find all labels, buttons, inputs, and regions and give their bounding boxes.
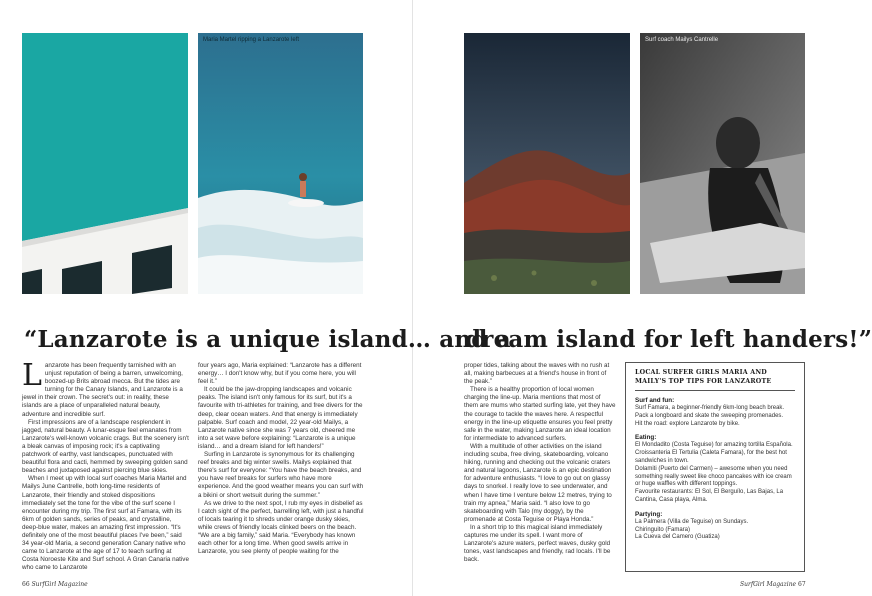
article-column-2 [198,362,364,575]
paragraph: As we drive to the next spot, I rub my eyes in disbelief as I catch sight of the perfect, barrelling left, with just a handful of locals tearing it to shreds under orange dusky skies, while crews of friendly locals clinked beers on the beach. “We are a big family,” said Maria. “Everybody has known each other for a long time. When good swells arrive in Lanzarote, you see plenty of people waiting for the [198,499,364,556]
article-column-3 [464,362,616,575]
page-number-right: 67 [798,581,806,588]
magazine-name-left: SurfGirl Magazine [31,581,88,588]
portrait-photo-caption: Surf coach Mailys Cantrelle [645,37,719,43]
paragraph: With a multitude of other activities on the island including scuba, free diving, skateboarding, volcano hiking, running and checking out the volcanic craters and natural lagoons, Lanzarote is an epic destination for adventure enthusiasts. “I love to go out on glassy days to snorkel. I really love to see underwater, and when I have time I venture below 12 metres, trying to train my apnea,” Maria said. “I also love to go skateboarding with Talo (my doggy), by the promenade at Costa Teguise or Playa Honda.” [464,442,612,523]
paragraph: There is a healthy proportion of local women charging the line-up. Maria mentions that most of them are mums who started surfing late, yet they have the courage to tackle the waves here. A respectful energy in the line-up etiquette ensures you feel pretty safe in the water, making Lanzarote an ideal location for intermediate to advanced surfers. [464,386,616,442]
sidebar-tip: Hit the road: explore Lanzarote by bike. [635,420,740,427]
sidebar-tip: Surf Famara, a beginner-friendly 6km-long beach break. [635,405,785,411]
coach-portrait-photo [640,33,805,294]
sidebar-heading-partying: Partying: [635,510,663,518]
tips-sidebar [625,362,805,572]
headline-left: “Lanzarote is a unique island… and a [24,326,511,353]
headline-right: dream island for left handers!” [465,326,872,353]
folio-right [740,581,806,588]
magazine-name-right: SurfGirl Magazine [740,581,797,588]
sidebar-tip: Favourite restaurants: El Sol, El Berguílo, Las Bajas, La Cantina, Casa playa, Alma. [635,489,784,503]
article-column-1 [22,358,189,575]
sidebar-heading-eating: Eating: [635,434,657,442]
surfer-photo [198,33,363,294]
sidebar-tip: La Cueva del Camero (Guatiza) [635,534,720,541]
paragraph: It could be the jaw-dropping landscapes and volcanic peaks. The island isn't only famous for its surf, but it's a favourite with tri-athletes for training, and free divers for the deep, clear ocean waters. And that energy is immediately palpable. Surf coach and model, 22 year-old Mailys, a Lanzarote native since she was 7 years old, cheered me into a set wave before explaining: “Lanzarote is a unique island… and a dream island for left handers!” [198,386,363,450]
folio-left [22,581,88,588]
surf-photo-caption: Maria Martel ripping a Lanzarote left [203,37,300,43]
paragraph: anzarote has been frequently tarnished with an unjust reputation of being a barren, unwelcoming, boozed-up Brits abroad mecca. But the tides are turning for the Canary Islands, and Lanzarote is a jewel in their crown. The secret's out: in reality, these islands are a place of unparalleled natural beauty, adventure and incredible surf. [22,362,183,418]
sidebar-tip: La Palmera (Villa de Teguise) on Sundays. [635,518,749,525]
paragraph: proper tides, talking about the waves with no rush at all, making barbecues at a friend's house in front of the peak.” [464,362,610,386]
building-photo [22,33,188,294]
paragraph: four years ago, Maria explained: “Lanzarote has a different energy… I don't know why, but if you come here, you will feel it.” [198,362,362,386]
sidebar-tip: Dolamiti (Puerto del Carmen) – awesome when you need something really sweet like choco pancakes with ice cream or huge waffles with different toppings. [635,465,792,488]
paragraph: In a short trip to this magical island immediately captures me under its spell. I want more of Lanzarote's azure waters, perfect waves, dusky gold tones, vast landscapes and friendly, rad locals. I'll be back. [464,523,611,564]
sidebar-tip: El Mondadito (Costa Teguise) for amazing tortilla Española. [635,442,793,449]
page-gutter [412,0,413,596]
paragraph: Surfing in Lanzarote is synonymous for its challenging reef breaks and big winter swells. Mailys explained that there's surf for everyone: “You have the beach breaks, and you have reef breaks for surfers who have more experience. And the good weather means you can surf with a bikini or short wetsuit during the summer.” [198,451,364,499]
sidebar-title: LOCAL SURFER GIRLS MARIA AND MAILY'S TOP TIPS FOR LANZAROTE [635,369,795,391]
volcano-photo [464,33,630,294]
sidebar-tip: Croissanteria El Tertulia (Caleta Famara), for the best hot sandwiches in town. [635,450,787,464]
page-number-left: 66 [22,581,30,588]
sidebar-heading-surf: Surf and fun: [635,397,675,404]
sidebar-tip: Pack a longboard and skate the sweeping promenades. [635,412,784,419]
dropcap: L [22,358,42,393]
sidebar-tip: Chiringuito (Famara) [635,526,691,533]
paragraph: First impressions are of a landscape resplendent in jagged, natural beauty. A lunar-esque feel emanates from Lanzarote's well-known volcanic crags. But the scenery isn't a bleak canvas of imposing rock; it's a captivating patchwork of earthy, vast landscapes, punctuated with beautiful flora and cacti, hemmed by sweeping golden sand beaches and juxtaposed against piercing blue skies. [22,418,189,475]
paragraph: When I meet up with local surf coaches Maria Martel and Mailys June Cantrelle, both long-time residents of Lanzarote, their friendly and stoked dispositions immediately set the tone for the vibe of the surf scene I encounter during my trip. The first surf at Famara, with its 6km of golden sands, series of peaks, and crystalline, deep-blue water, makes an amazing first impression. “It's definitely one of the most beautiful places I've been,” said 34 year-old Maria, a second generation Canary native who came to Lanzarote at the age of 17 to teach surfing at Costa Noroeste Kite and Surf school. A Gran Canaria native who came to Lanzarote [22,475,189,572]
